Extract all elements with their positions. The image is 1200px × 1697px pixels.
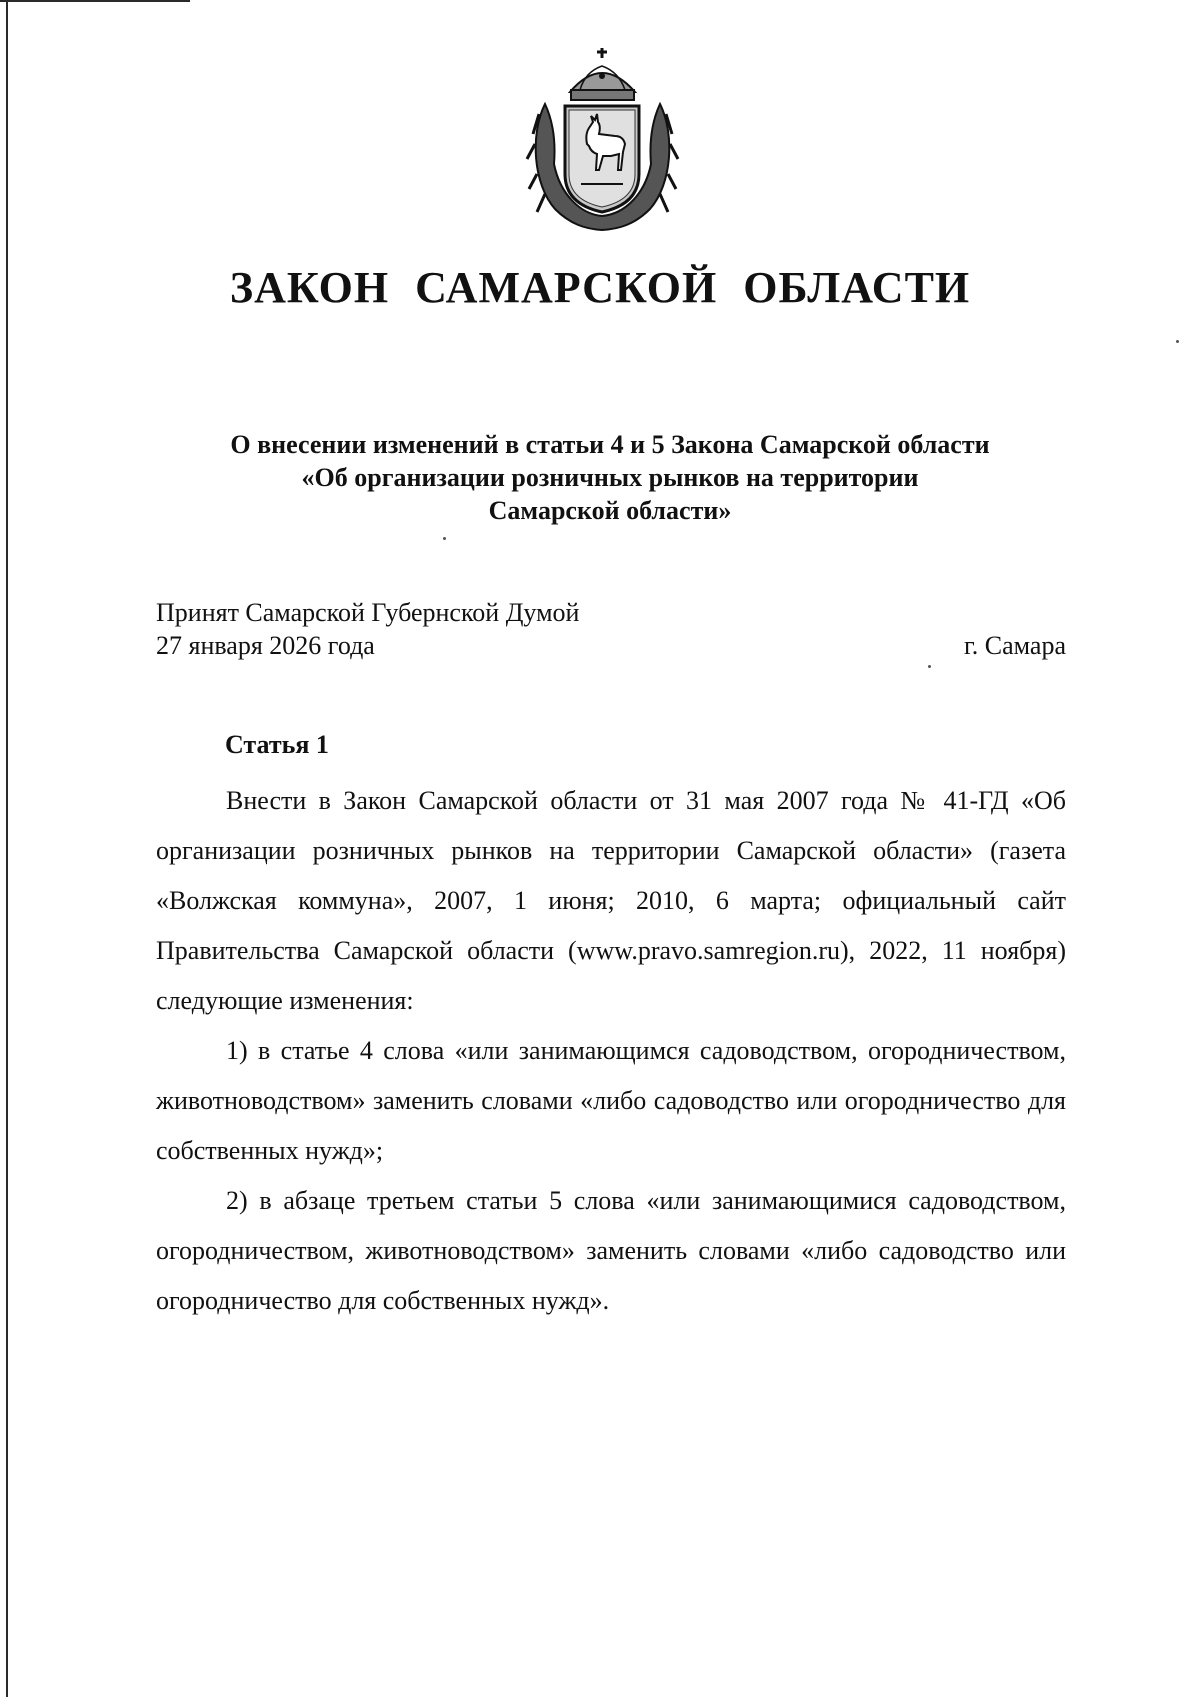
law-subject [150,428,1070,527]
law-title: ЗАКОН САМАРСКОЙ ОБЛАСТИ [229,263,971,312]
article-paragraph: 2) в абзаце третьем статьи 5 слова «или занимающимися садоводством, огородничеством, животноводством» заменить словами «либо садоводство или огородничество для собственных нужд». [156,1186,1066,1315]
scan-edge-left [6,0,8,1697]
adopted-date: 27 января 2026 года [156,631,375,660]
subject-line: Самарской области» [488,496,732,525]
article-paragraph: Внести в Закон Самарской области от 31 мая 2007 года № 41-ГД «Об организации розничных рынков на территории Самарской области» (газета «Волжская коммуна», 2007, 1 июня; 2010, 6 марта; официальный сайт Правительства Самарской области (www.pravo.samregion.ru), 2022, 11 ноября) следующие изменения: [156,786,1066,1015]
date-place-row [156,629,1066,662]
article-paragraph: 1) в статье 4 слова «или занимающимся садоводством, огородничеством, животноводством» заменить словами «либо садоводство или огородничество для собственных нужд»; [156,1036,1066,1165]
scan-edge-top [0,0,190,2]
scan-speck [443,537,446,540]
adopted-by: Принят Самарской Губернской Думой [156,598,580,627]
adoption-block [156,596,1066,662]
article-heading: Статья 1 [225,730,329,759]
scan-speck [928,665,931,668]
coat-of-arms-emblem [525,44,680,234]
article-body [156,776,1066,1326]
scan-speck [1176,340,1179,343]
place: г. Самара [964,631,1066,660]
subject-line: «Об организации розничных рынков на территории [301,463,919,492]
subject-line: О внесении изменений в статьи 4 и 5 Закона Самарской области [230,430,990,459]
